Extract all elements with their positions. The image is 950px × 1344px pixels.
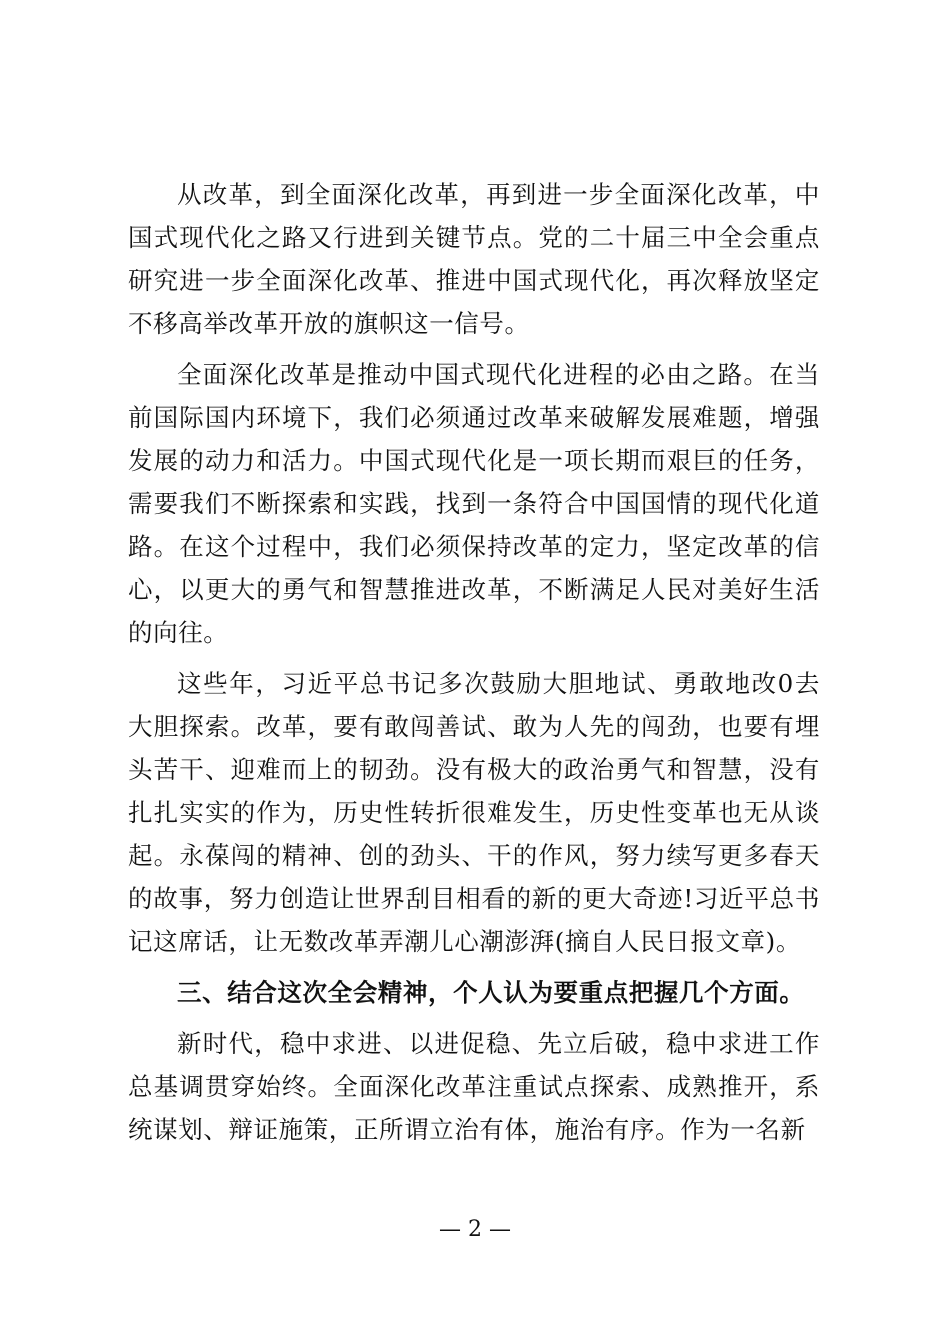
section-heading: 三、结合这次全会精神，个人认为要重点把握几个方面。 (177, 978, 805, 1007)
paragraph-reform-path: 全面深化改革是推动中国式现代化进程的必由之路。在当前国际国内环境下，我们必须通过改革来破解发展难题，增强发展的动力和活力。中国式现代化是一项长期而艰巨的任务，需要我们不断探索和实践，找到一条符合中国国情的现代化道路。在这个过程中，我们必须保持改革的定力，坚定改革的信心，以更大的勇气和智慧推进改革，不断满足人民对美好生活的向往。 (128, 360, 820, 647)
document-body (128, 173, 820, 1151)
paragraph-intro: 从改革，到全面深化改革，再到进一步全面深化改革，中国式现代化之路又行进到关键节点。党的二十届三中全会重点研究进一步全面深化改革、推进中国式现代化，再次释放坚定不移高举改革开放的旗帜这一信号。 (128, 180, 820, 338)
paragraph-new-era: 新时代，稳中求进、以进促稳、先立后破，稳中求进工作总基调贯穿始终。全面深化改革注重试点探索、成熟推开，系统谋划、辩证施策，正所谓立治有体，施治有序。作为一名新 (128, 1029, 820, 1144)
paragraph-xi-quote: 这些年，习近平总书记多次鼓励大胆地试、勇敢地改0去大胆探索。改革，要有敢闯善试、敢为人先的闯劲，也要有埋头苦干、迎难而上的韧劲。没有极大的政治勇气和智慧，没有扎扎实实的作为，历史性转折很难发生，历史性变革也无从谈起。永葆闯的精神、创的劲头、干的作风，努力续写更多春天的故事，努力创造让世界刮目相看的新的更大奇迹!习近平总书记这席话，让无数改革弄潮儿心潮澎湃(摘自人民日报文章)。 (128, 669, 820, 956)
page-number: — 2 — (439, 1217, 511, 1242)
